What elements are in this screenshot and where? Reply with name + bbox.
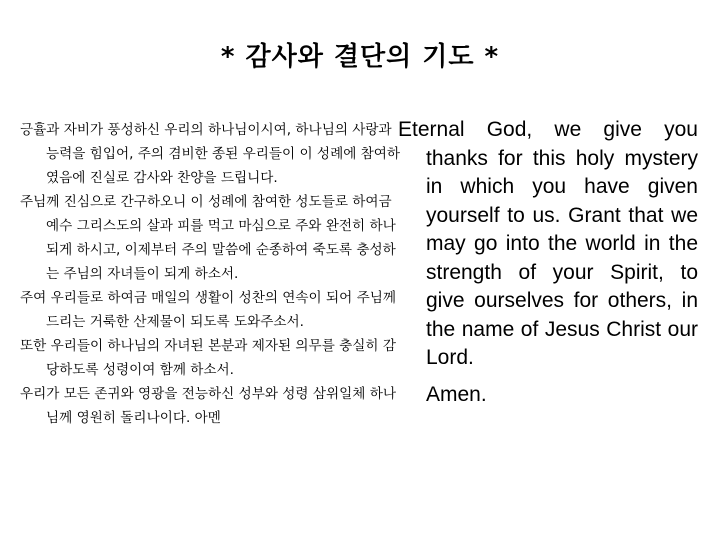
korean-prayer [20,118,405,430]
english-prayer [398,116,698,409]
slide-title: * 감사와 결단의 기도 * [220,42,500,72]
korean-paragraph: 긍휼과 자비가 풍성하신 우리의 하나님이시여, 하나님의 사랑과 능력을 힘입어, 주의 겸비한 종된 우리들이 이 성례에 참여하였음에 진실로 감사와 찬양을 드립니다. [20,122,401,186]
english-paragraph: Eternal God, we give you thanks for this holy mystery in which you have given yourself to us. Grant that we may go into the world in the strength of your Spirit, to give ourselves for others, in the name of Jesus Christ our Lord. [398,118,698,369]
korean-paragraph: 또한 우리들이 하나님의 자녀된 본분과 제자된 의무를 충실히 감당하도록 성령이여 함께 하소서. [20,338,396,378]
korean-paragraph: 우리가 모든 존귀와 영광을 전능하신 성부와 성령 삼위일체 하나님께 영원히 돌리나이다. 아멘 [20,386,396,426]
english-amen: Amen. [426,382,487,406]
korean-paragraph: 주님께 진심으로 간구하오니 이 성례에 참여한 성도들로 하여금 예수 그리스도의 살과 피를 먹고 마심으로 주와 완전히 하나되게 하시고, 이제부터 주의 말씀에 순종하여 죽도록 충성하는 주님의 자녀들이 되게 하소서. [20,194,396,282]
korean-paragraph: 주여 우리들로 하여금 매일의 생활이 성찬의 연속이 되어 주님께 드리는 거룩한 산제물이 되도록 도와주소서. [20,290,396,330]
